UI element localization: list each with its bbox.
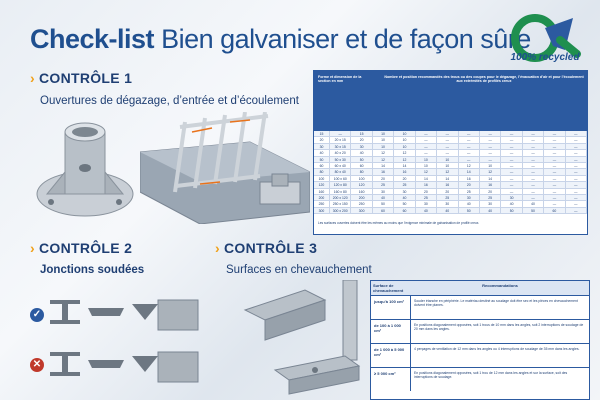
table-cell: — <box>566 150 587 155</box>
table-cell: 60 <box>314 163 330 168</box>
table-cell: 30 <box>314 144 330 149</box>
table-cell: 20 <box>314 137 330 142</box>
table-cell: 25 <box>416 195 437 200</box>
table-header <box>314 71 587 131</box>
table-cell: 12 <box>373 157 394 162</box>
table-cell: 12 <box>394 157 415 162</box>
table-cell: 14 <box>459 169 480 174</box>
table-cell: — <box>544 201 565 206</box>
overlap-recommendation-cell: En positions diagonalement opposées, soit 1 trous de 10 mm dans les angles, soit 2 interruptions de soudage de 20 mm dans les angles. <box>414 323 584 332</box>
table-cell: 30 <box>373 189 394 194</box>
table-cell: 40 <box>523 201 544 206</box>
table-body <box>314 131 587 214</box>
table-cell: — <box>523 195 544 200</box>
table-cell: 10 <box>394 144 415 149</box>
table-cell: 30 <box>416 201 437 206</box>
overlap-size-cell: ≥ 5 000 cm² <box>371 368 411 391</box>
overlap-header-left: Surface de chevauchement <box>373 283 404 293</box>
table-cell: — <box>437 137 458 142</box>
table-row <box>371 343 589 367</box>
table-cell: 30 <box>351 144 372 149</box>
table-cell: — <box>501 144 522 149</box>
table-cell: 50 <box>459 208 480 213</box>
table-cell: — <box>544 163 565 168</box>
table-cell: 12 <box>373 150 394 155</box>
table-cell: 80 <box>314 169 330 174</box>
table-cell: — <box>566 195 587 200</box>
overlap-table-body <box>371 295 589 391</box>
section-c3-subtitle: Surfaces en chevauchement <box>226 264 372 276</box>
tube-flange-illustration <box>35 112 135 224</box>
table-cell: 15 <box>351 131 372 136</box>
table-cell: — <box>459 144 480 149</box>
table-cell: 25 <box>373 182 394 187</box>
table-cell: — <box>523 137 544 142</box>
table-cell: — <box>501 176 522 181</box>
table-cell: — <box>459 150 480 155</box>
table-cell: 160 x 80 <box>330 189 351 194</box>
table-header-right: Nombre et position recommandés des trous ou des coupes pour le dégazage, l’évacuation d’air et pour l’écoulement aux extrémités de profilés creux <box>384 75 584 84</box>
table-cell: 12 <box>437 169 458 174</box>
table-row <box>371 367 589 391</box>
table-cell: 50 <box>351 157 372 162</box>
table-cell: 20 <box>351 137 372 142</box>
table-cell: — <box>523 176 544 181</box>
chevron-right-icon: › <box>30 240 35 256</box>
table-cell: 20 <box>480 189 501 194</box>
section-c1-title: › CONTRÔLE 1 <box>30 70 133 86</box>
table-cell: 60 <box>544 208 565 213</box>
table-cell: — <box>501 169 522 174</box>
table-cell: 120 x 80 <box>330 182 351 187</box>
table-cell: 50 <box>501 208 522 213</box>
table-cell: 40 <box>459 201 480 206</box>
table-cell: — <box>566 131 587 136</box>
table-cell: — <box>544 195 565 200</box>
table-cell: — <box>501 131 522 136</box>
table-cell: — <box>416 131 437 136</box>
table-cell: 16 <box>394 169 415 174</box>
table-cell: 30 <box>437 201 458 206</box>
table-cell: 200 <box>351 195 372 200</box>
table-cell: — <box>523 189 544 194</box>
table-cell: 14 <box>437 176 458 181</box>
table-cell: 10 <box>416 157 437 162</box>
table-cell: 14 <box>480 176 501 181</box>
overlap-size-cell: de 1 000 à 5 000 cm² <box>371 344 411 367</box>
chevron-right-icon: › <box>215 240 220 256</box>
table-cell: 25 <box>394 182 415 187</box>
overlap-table <box>370 280 590 400</box>
table-footnote: Les surfaces ouvertes doivent être les mêmes au moins que l’exigence minimale de galvanisation de profilé creux. <box>318 221 480 225</box>
table-cell: 16 <box>459 176 480 181</box>
overlap-recommendation-cell: Souder étanche en périphérie. Le matériau destiné au soudage doit être sec et les pièces en chevauchement doivent être planes. <box>414 299 578 308</box>
table-cell: 10 <box>373 137 394 142</box>
table-cell: 25 <box>480 195 501 200</box>
table-cell: 100 x 60 <box>330 176 351 181</box>
table-cell: — <box>480 144 501 149</box>
table-cell: — <box>501 182 522 187</box>
table-cell: — <box>501 150 522 155</box>
table-cell: 250 <box>351 201 372 206</box>
table-cell: — <box>480 137 501 142</box>
table-cell: — <box>544 182 565 187</box>
table-cell: — <box>523 144 544 149</box>
table-cell: — <box>566 182 587 187</box>
table-cell: 60 <box>394 208 415 213</box>
table-cell: 10 <box>437 157 458 162</box>
table-cell: — <box>330 131 351 136</box>
table-cell: — <box>566 201 587 206</box>
table-cell: — <box>566 189 587 194</box>
table-cell: 100 <box>314 176 330 181</box>
table-cell: — <box>566 169 587 174</box>
table-cell: 40 x 20 <box>330 150 351 155</box>
table-cell: — <box>501 137 522 142</box>
table-cell: 80 x 40 <box>330 169 351 174</box>
table-cell: 20 <box>416 189 437 194</box>
table-cell: 40 <box>351 150 372 155</box>
railing-block-illustration <box>140 112 310 224</box>
table-cell: — <box>480 131 501 136</box>
table-cell: 20 <box>373 176 394 181</box>
table-cell: — <box>459 157 480 162</box>
table-cell: 200 <box>314 195 330 200</box>
table-cell: — <box>523 163 544 168</box>
table-cell: — <box>523 169 544 174</box>
table-cell: — <box>566 163 587 168</box>
weld-joints-illustration <box>48 290 208 390</box>
table-cell: 25 <box>459 189 480 194</box>
table-cell: — <box>437 144 458 149</box>
table-cell: 300 <box>314 208 330 213</box>
table-cell: 30 <box>394 189 415 194</box>
table-cell: 20 <box>459 182 480 187</box>
table-cell: 40 <box>314 150 330 155</box>
table-row <box>371 295 589 319</box>
logo-text: 100% recycled <box>510 52 580 63</box>
table-cell: 12 <box>394 150 415 155</box>
table-cell: 16 <box>437 182 458 187</box>
overlap-recommendation-cell: En positions diagonalement opposées, soit 1 trou de 12 mm dans les angles et sur la surface, soit des interruptions de soudage. <box>414 371 568 380</box>
table-cell: 10 <box>394 131 415 136</box>
table-cell: — <box>437 150 458 155</box>
table-cell: 30 <box>459 195 480 200</box>
table-cell: 12 <box>459 163 480 168</box>
table-cell: — <box>523 150 544 155</box>
table-cell: 25 <box>437 195 458 200</box>
table-cell: — <box>437 131 458 136</box>
section-c1-subtitle: Ouvertures de dégazage, d’entrée et d’écoulement <box>40 95 299 107</box>
table-cell: 10 <box>373 144 394 149</box>
overlap-recommendation-cell: 4 perçages de ventilation de 12 mm dans les angles ou 4 interruptions de soudage de 35 mm dans les angles. <box>414 347 580 351</box>
table-cell: 40 <box>437 208 458 213</box>
table-cell: 15 <box>314 131 330 136</box>
table-cell: 50 <box>523 208 544 213</box>
table-header-left: Forme et dimension de la section en mm <box>318 75 362 84</box>
overlap-table-header <box>371 281 589 295</box>
table-cell: — <box>544 137 565 142</box>
table-row <box>314 208 587 214</box>
table-cell: 20 <box>437 189 458 194</box>
table-cell: 12 <box>480 169 501 174</box>
table-cell: — <box>416 150 437 155</box>
table-cell: — <box>544 144 565 149</box>
table-cell: 60 <box>351 163 372 168</box>
table-cell: — <box>501 157 522 162</box>
table-cell: 40 <box>416 208 437 213</box>
overlap-size-cell: jusqu’à 100 cm² <box>371 296 411 319</box>
table-cell: — <box>501 163 522 168</box>
table-cell: 120 <box>314 182 330 187</box>
table-cell: — <box>544 150 565 155</box>
section-c2-title: › CONTRÔLE 2 <box>30 240 133 256</box>
section-c2-subtitle: Jonctions soudées <box>40 264 145 276</box>
table-cell: — <box>544 157 565 162</box>
table-cell: 40 <box>480 208 501 213</box>
correct-check-icon: ✓ <box>30 308 44 322</box>
table-cell: 80 <box>351 169 372 174</box>
table-cell: 30 x 15 <box>330 144 351 149</box>
table-cell: — <box>480 157 501 162</box>
table-cell: 200 x 120 <box>330 195 351 200</box>
table-cell: — <box>480 150 501 155</box>
table-cell: — <box>544 176 565 181</box>
table-cell: 160 <box>351 189 372 194</box>
table-cell: 16 <box>373 169 394 174</box>
table-cell: 100 <box>351 176 372 181</box>
table-cell: 300 x 200 <box>330 208 351 213</box>
section-c3-title: › CONTRÔLE 3 <box>215 240 318 256</box>
table-cell: 160 <box>314 189 330 194</box>
table-cell: 20 <box>394 176 415 181</box>
table-cell: 50 <box>373 201 394 206</box>
table-cell: 20 x 15 <box>330 137 351 142</box>
table-cell: 60 <box>373 208 394 213</box>
table-cell: — <box>523 182 544 187</box>
table-cell: 30 <box>501 195 522 200</box>
table-cell: 50 <box>314 157 330 162</box>
table-cell: 14 <box>373 163 394 168</box>
table-row <box>371 319 589 343</box>
table-cell: 16 <box>416 182 437 187</box>
table-cell: 10 <box>480 163 501 168</box>
table-cell: 40 <box>394 195 415 200</box>
page-title: Check-list Bien galvaniser et de façon sûre <box>30 24 531 54</box>
table-cell: — <box>566 208 587 213</box>
table-cell: — <box>544 169 565 174</box>
table-cell: — <box>544 189 565 194</box>
chevron-right-icon: › <box>30 70 35 86</box>
table-cell: — <box>501 189 522 194</box>
table-cell: — <box>459 131 480 136</box>
table-cell: 10 <box>373 131 394 136</box>
table-cell: 300 <box>351 208 372 213</box>
table-cell: — <box>523 131 544 136</box>
table-cell: — <box>566 157 587 162</box>
table-cell: — <box>544 131 565 136</box>
table-cell: 40 <box>373 195 394 200</box>
table-cell: 10 <box>437 163 458 168</box>
table-cell: 60 x 40 <box>330 163 351 168</box>
table-cell: 40 <box>501 201 522 206</box>
table-cell: — <box>459 137 480 142</box>
overlap-surfaces-illustration <box>235 280 365 398</box>
table-cell: 250 <box>314 201 330 206</box>
overlap-size-cell: de 100 à 1 000 cm² <box>371 320 411 343</box>
table-cell: 16 <box>480 182 501 187</box>
table-cell: 50 x 30 <box>330 157 351 162</box>
incorrect-cross-icon: ✕ <box>30 358 44 372</box>
table-cell: — <box>566 144 587 149</box>
overlap-header-right: Recommandations <box>482 283 518 288</box>
table-cell: — <box>523 157 544 162</box>
table-cell: 50 <box>394 201 415 206</box>
table-cell: 12 <box>416 169 437 174</box>
vent-hole-table <box>313 70 588 235</box>
table-cell: — <box>416 144 437 149</box>
table-cell: — <box>416 137 437 142</box>
table-cell: 250 x 150 <box>330 201 351 206</box>
table-cell: 120 <box>351 182 372 187</box>
table-cell: 14 <box>416 176 437 181</box>
table-cell: 10 <box>394 137 415 142</box>
table-cell: — <box>566 176 587 181</box>
table-cell: — <box>566 137 587 142</box>
table-cell: 14 <box>394 163 415 168</box>
table-cell: 10 <box>416 163 437 168</box>
table-cell: 30 <box>480 201 501 206</box>
